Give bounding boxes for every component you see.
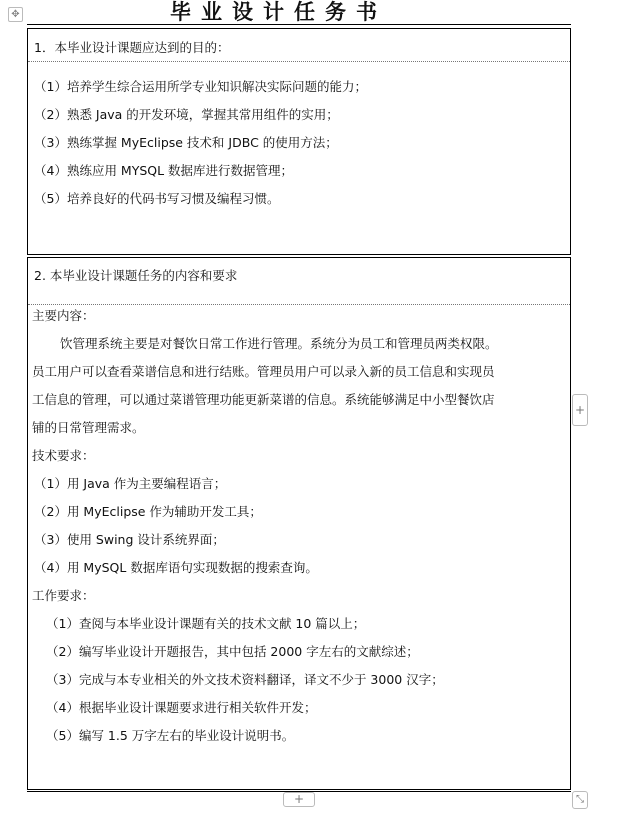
tech-item: （3）使用 Swing 设计系统界面；	[34, 532, 225, 547]
section2-heading: 2. 本毕业设计课题任务的内容和要求	[34, 268, 238, 283]
dotted-divider	[28, 304, 570, 305]
document-title: 毕业设计任务书	[170, 0, 387, 24]
main-content-text: 员工用户可以查看菜谱信息和进行结账。管理员用户可以录入新的员工信息和实现员	[32, 364, 495, 379]
table-top-border	[27, 24, 571, 25]
section1-heading: 1．本毕业设计课题应达到的目的：	[34, 40, 230, 55]
main-content-text: 工信息的管理，可以通过菜谱管理功能更新菜谱的信息。系统能够满足中小型餐饮店	[32, 392, 495, 407]
purpose-item: （5）培养良好的代码书写习惯及编程习惯。	[34, 191, 280, 206]
tech-item: （4）用 MySQL 数据库语句实现数据的搜索查询。	[34, 560, 318, 575]
add-column-button[interactable]: +	[572, 394, 588, 426]
purpose-item: （3）熟练掌握 MyEclipse 技术和 JDBC 的使用方法；	[34, 135, 338, 150]
work-requirements-label: 工作要求：	[32, 588, 95, 603]
dotted-divider	[28, 61, 570, 62]
purpose-item: （4）熟练应用 MYSQL 数据库进行数据管理；	[34, 163, 294, 178]
table-cell-purpose[interactable]	[27, 28, 571, 255]
work-item: （1）查阅与本毕业设计课题有关的技术文献 10 篇以上；	[46, 616, 366, 631]
work-item: （3）完成与本专业相关的外文技术资料翻译，译文不少于 3000 汉字；	[46, 672, 444, 687]
purpose-item: （1）培养学生综合运用所学专业知识解决实际问题的能力；	[34, 79, 367, 94]
main-content-text: 铺的日常管理需求。	[32, 420, 145, 435]
tech-item: （2）用 MyEclipse 作为辅助开发工具；	[34, 504, 262, 519]
main-content-label: 主要内容：	[32, 308, 95, 323]
add-row-button[interactable]: +	[283, 792, 315, 807]
work-item: （5）编写 1.5 万字左右的毕业设计说明书。	[46, 728, 295, 743]
table-cell-content[interactable]	[27, 257, 571, 790]
tech-requirements-label: 技术要求：	[32, 448, 95, 463]
purpose-item: （2）熟悉 Java 的开发环境，掌握其常用组件的实用；	[34, 107, 339, 122]
table-resize-handle-icon[interactable]: ⤡	[572, 791, 588, 809]
tech-item: （1）用 Java 作为主要编程语言；	[34, 476, 227, 491]
table-move-handle-icon[interactable]: ✥	[8, 7, 23, 22]
work-item: （2）编写毕业设计开题报告，其中包括 2000 字左右的文献综述；	[46, 644, 419, 659]
main-content-text: 饮管理系统主要是对餐饮日常工作进行管理。系统分为员工和管理员两类权限。	[60, 336, 498, 351]
work-item: （4）根据毕业设计课题要求进行相关软件开发；	[46, 700, 317, 715]
